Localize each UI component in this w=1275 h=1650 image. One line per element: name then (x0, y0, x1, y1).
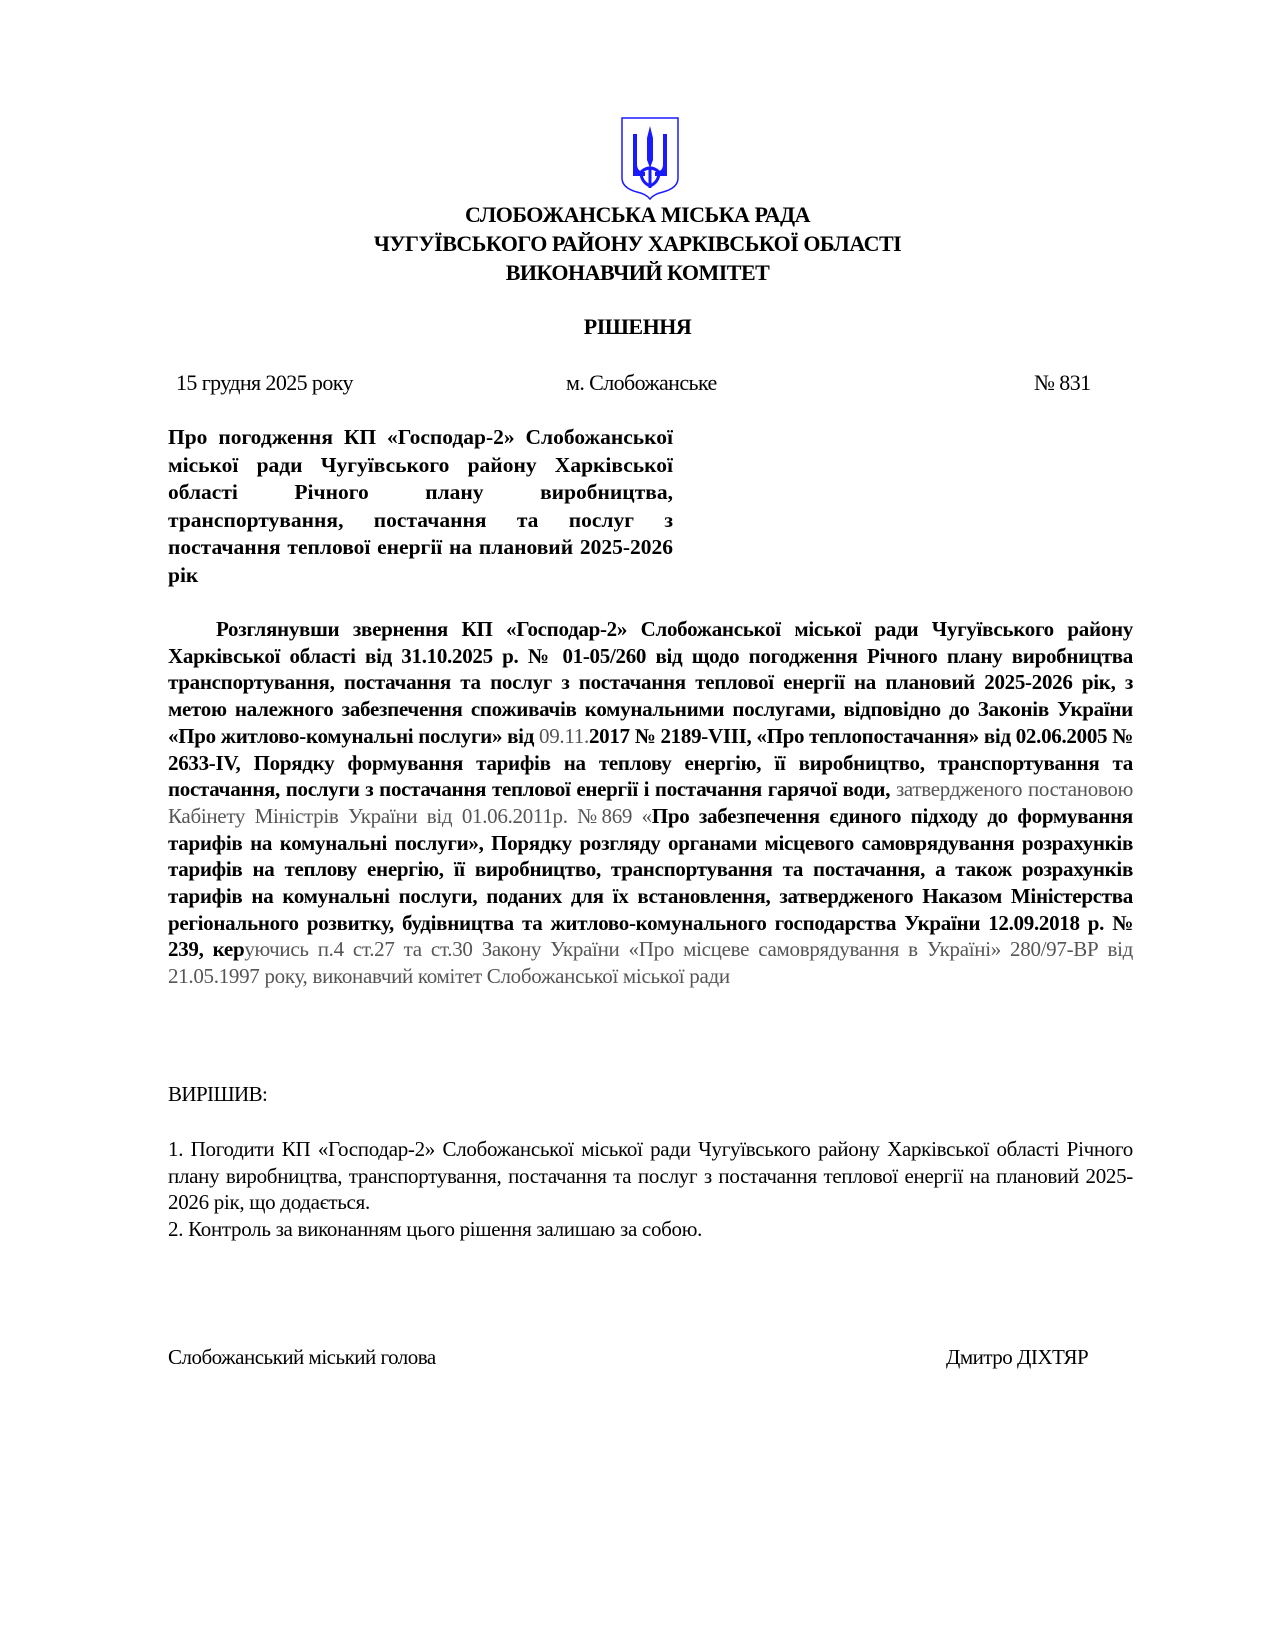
coat-of-arms-icon (619, 116, 681, 200)
signatory-name: Дмитро ДІХТЯР (946, 1345, 1089, 1369)
resolved-heading: ВИРІШИВ: (168, 1082, 268, 1106)
decision-date: 15 грудня 2025 року (176, 370, 353, 395)
preamble-part-3: 2017 № 2189-VIII, «Про теплопостачання» від 02.06.2005 № 2633-IV, Порядку формування тарифів на теплову енергію, її виробництво, транспортування та постачання, послуги з постачання теплової енергії і постачання гарячої води, (168, 723, 1133, 802)
decision-subject: Про погодження КП «Господар-2» Слобожанської міської ради Чугуївського району Харківської області Річного плану виробництва, транспортування, постачання та послуг з постачання теплової енергії на плановий 2025-2026 рік (168, 425, 673, 587)
council-name: СЛОБОЖАНСЬКА МІСЬКА РАДА (465, 202, 810, 227)
preamble-part-6: уючись п.4 ст.27 та ст.30 Закону України «Про місцеве самоврядування в Україні» 280/97-ВР від 21.05.1997 року, виконавчий комітет Слобожанської міської ради (168, 937, 1133, 989)
decision-place: м. Слобожанське (566, 370, 717, 395)
preamble-part-4: затвердженого постановою Кабінету Міністрів України від 01.06.2011р. №869 « (168, 777, 1133, 828)
decision-items (168, 1136, 1133, 1243)
council-header (0, 200, 1275, 287)
preamble (168, 616, 1133, 990)
district-name: ЧУГУЇВСЬКОГО РАЙОНУ ХАРКІВСЬКОЇ ОБЛАСТІ (373, 231, 902, 256)
decision-title: РІШЕННЯ (583, 314, 692, 339)
decision-item: 2. Контроль за виконанням цього рішення залишаю за собою. (168, 1217, 703, 1242)
signatory-position: Слобожанський міський голова (168, 1345, 436, 1369)
preamble-part-5: Про забезпечення єдиного підходу до формування тарифів на комунальні послуги», Порядку розгляду органами місцевого самоврядування розрахунків тарифів на теплову енергію, її виробництво, транспортування та постачання, а також розрахунків тарифів на комунальні послуги, поданих для їх встановлення, затвердженого Наказом Міністерства регіонального розвитку, будівництва та житлово-комунального господарства України 12.09.2018 р. № 239, кер (168, 803, 1133, 962)
decision-item: 1. Погодити КП «Господар-2» Слобожанської міської ради Чугуївського району Харківської області Річного плану виробництва, транспортування, постачання та послуг з постачання теплової енергії на плановий 2025-2026 рік, що додається. (168, 1137, 1133, 1215)
preamble-part-1: Розглянувши звернення КП «Господар-2» Слобожанської міської ради Чугуївського району Харківської області від 31.10.2025 р. № 01-05/260 від щодо погодження Річного плану виробництва транспортування, постачання та послуг з постачання теплової енергії на плановий 2025-2026 рік, з метою належного забезпечення споживачів комунальними послугами, відповідно до Законів України «Про житлово-комунальні послуги» від (168, 617, 1133, 748)
committee-name: ВИКОНАВЧИЙ КОМІТЕТ (505, 260, 770, 285)
preamble-part-2: 09.11. (534, 723, 589, 748)
decision-number: № 831 (1034, 370, 1091, 395)
